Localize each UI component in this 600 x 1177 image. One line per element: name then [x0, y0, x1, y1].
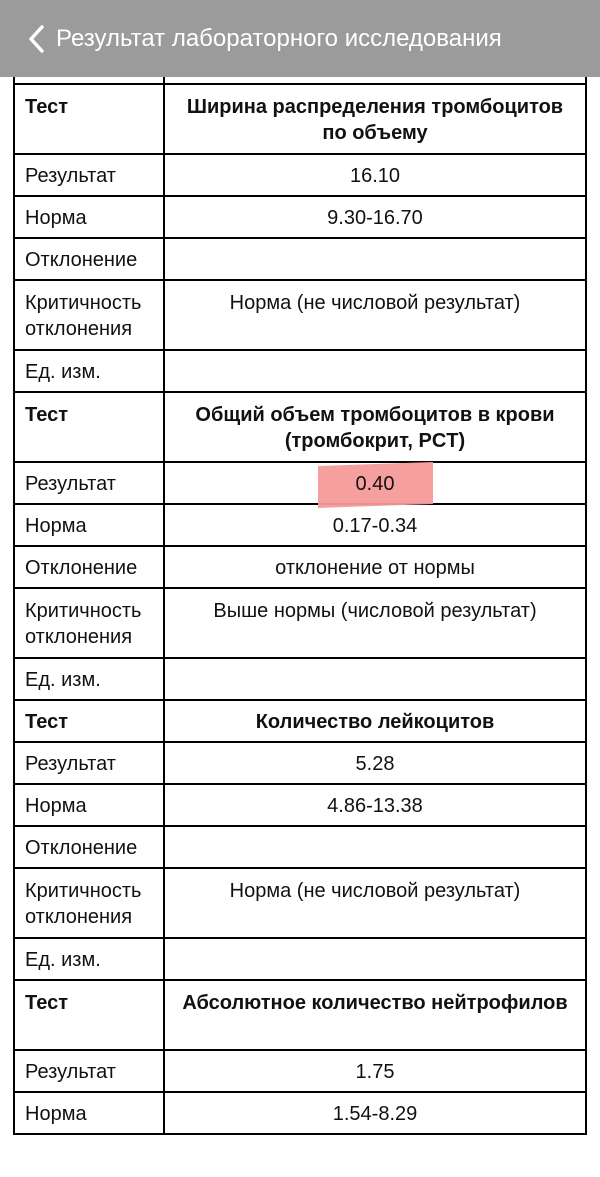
page-title: Результат лабораторного исследования [56, 24, 502, 52]
unit-value [164, 938, 586, 980]
table-row [14, 154, 586, 196]
deviation-label: Отклонение [14, 546, 164, 588]
table-row [14, 504, 586, 546]
test-name: Количество лейкоцитов [164, 700, 586, 742]
test-header-row [14, 700, 586, 742]
result-label: Результат [14, 154, 164, 196]
chevron-left-icon [27, 24, 45, 54]
result-value: 16.10 [164, 154, 586, 196]
lab-results-table [13, 41, 587, 1135]
deviation-value [164, 238, 586, 280]
table-row [14, 1050, 586, 1092]
table-row [14, 784, 586, 826]
back-button[interactable] [18, 19, 54, 59]
table-row [14, 238, 586, 280]
test-label: Тест [14, 392, 164, 462]
table-row [14, 938, 586, 980]
deviation-value: отклонение от нормы [164, 546, 586, 588]
test-name: Абсолютное количество нейтрофилов [164, 980, 586, 1050]
result-value [164, 462, 586, 504]
unit-label: Ед. изм. [14, 658, 164, 700]
criticality-label: Критичность отклонения [14, 868, 164, 938]
result-value: 5.28 [164, 742, 586, 784]
results-scroll-area[interactable] [0, 77, 600, 1177]
criticality-value: Норма (не числовой результат) [164, 868, 586, 938]
norm-value: 4.86-13.38 [164, 784, 586, 826]
criticality-label: Критичность отклонения [14, 280, 164, 350]
test-name: Общий объем тромбоцитов в крови (тромбокрит, PCT) [164, 392, 586, 462]
deviation-label: Отклонение [14, 826, 164, 868]
test-name: Ширина распределения тромбоцитов по объему [164, 84, 586, 154]
result-label: Результат [14, 462, 164, 504]
test-label: Тест [14, 980, 164, 1050]
criticality-value: Норма (не числовой результат) [164, 280, 586, 350]
test-label: Тест [14, 84, 164, 154]
test-header-row [14, 84, 586, 154]
criticality-value: Выше нормы (числовой результат) [164, 588, 586, 658]
table-row [14, 546, 586, 588]
highlighted-result: 0.40 [318, 471, 433, 497]
table-row [14, 588, 586, 658]
table-row [14, 1092, 586, 1134]
deviation-value [164, 826, 586, 868]
norm-value: 1.54-8.29 [164, 1092, 586, 1134]
norm-label: Норма [14, 504, 164, 546]
result-value: 1.75 [164, 1050, 586, 1092]
table-row [14, 462, 586, 504]
table-row [14, 350, 586, 392]
norm-value: 9.30-16.70 [164, 196, 586, 238]
app-header [0, 0, 600, 77]
table-row [14, 658, 586, 700]
test-header-row [14, 392, 586, 462]
norm-label: Норма [14, 784, 164, 826]
result-label: Результат [14, 742, 164, 784]
unit-value [164, 350, 586, 392]
result-label: Результат [14, 1050, 164, 1092]
table-row [14, 196, 586, 238]
unit-label: Ед. изм. [14, 350, 164, 392]
norm-label: Норма [14, 1092, 164, 1134]
criticality-label: Критичность отклонения [14, 588, 164, 658]
unit-label: Ед. изм. [14, 938, 164, 980]
table-row [14, 826, 586, 868]
norm-label: Норма [14, 196, 164, 238]
table-row [14, 868, 586, 938]
test-header-row [14, 980, 586, 1050]
unit-value [164, 658, 586, 700]
table-row [14, 742, 586, 784]
deviation-label: Отклонение [14, 238, 164, 280]
norm-value: 0.17-0.34 [164, 504, 586, 546]
test-label: Тест [14, 700, 164, 742]
table-row [14, 280, 586, 350]
